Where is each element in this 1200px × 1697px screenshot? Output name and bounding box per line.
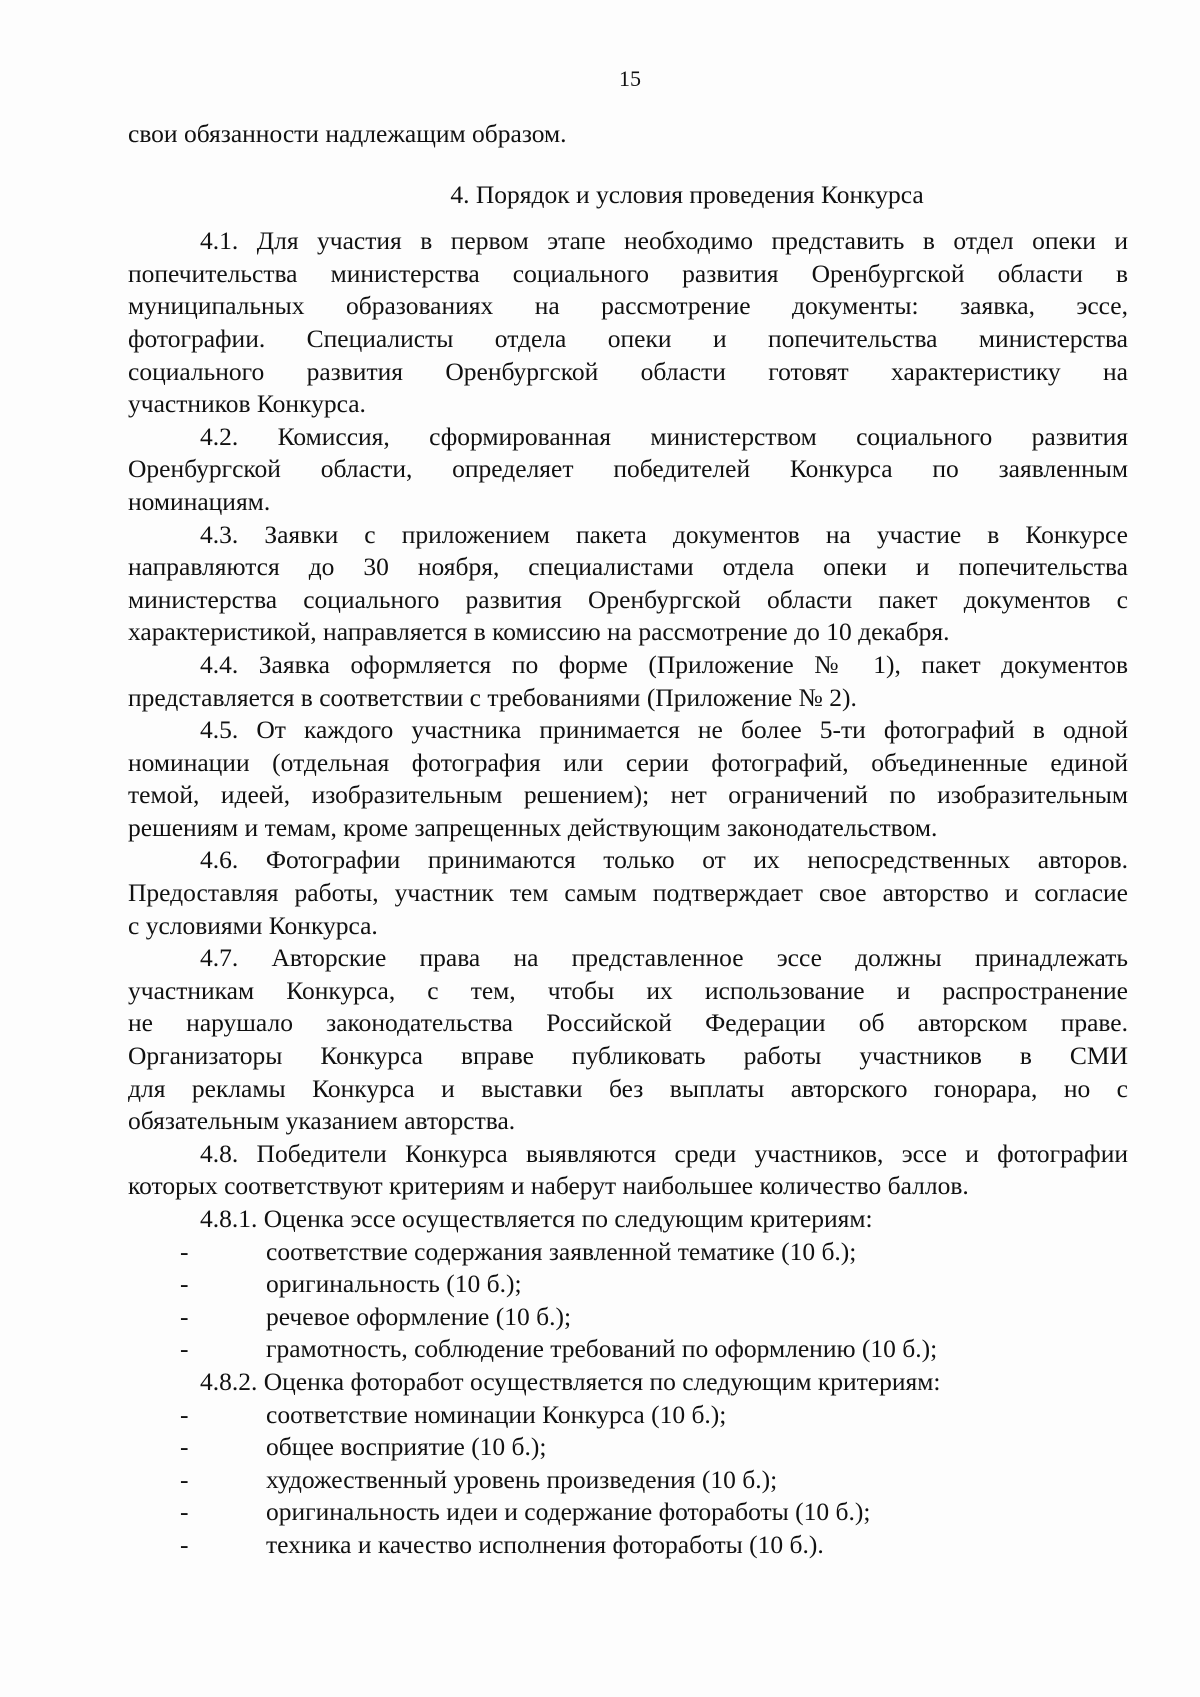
paragraph-line: номинации (отдельная фотография или серии фотографий, объединенные единой [128, 747, 1128, 777]
dash-marker: - [180, 1432, 189, 1462]
list-item [128, 1399, 1128, 1432]
dash-marker: - [180, 1334, 189, 1364]
paragraph-line: характеристикой, направляется в комиссию на рассмотрение до 10 декабря. [128, 617, 950, 647]
essay-criteria [128, 1203, 1128, 1366]
paragraph-line: не нарушало законодательства Российской Федерации об авторском праве. [128, 1008, 1128, 1038]
paragraph-line: 4.8. Победители Конкурса выявляются среди участников, эссе и фотографии [200, 1138, 1128, 1168]
paragraph-line: 4.3. Заявки с приложением пакета документов на участие в Конкурсе [200, 519, 1128, 549]
paragraph-4-1 [128, 225, 1128, 421]
paragraph-line: решениям и темам, кроме запрещенных действующим законодательством. [128, 812, 938, 842]
paragraph-line: Оренбургской области, определяет победителей Конкурса по заявленным [128, 454, 1128, 484]
list-item [128, 1236, 1128, 1269]
paragraph-4-8 [128, 1138, 1128, 1203]
paragraph-line: участникам Конкурса, с тем, чтобы их использование и распространение [128, 975, 1128, 1005]
paragraph-line: представляется в соответствии с требованиями (Приложение № 2). [128, 682, 857, 712]
list-item-text: грамотность, соблюдение требований по оформлению (10 б.); [266, 1334, 938, 1364]
paragraph-4-2 [128, 421, 1128, 519]
paragraph-line: обязательным указанием авторства. [128, 1106, 516, 1136]
paragraph-line: социального развития Оренбургской области готовят характеристику на [128, 356, 1128, 386]
dash-marker: - [180, 1269, 189, 1299]
photo-criteria-heading: 4.8.2. Оценка фоторабот осуществляется по следующим критериям: [200, 1366, 941, 1396]
paragraph-line: темой, идеей, изобразительным решением); нет ограничений по изобразительным [128, 780, 1128, 810]
paragraph-line: 4.2. Комиссия, сформированная министерством социального развития [200, 421, 1128, 451]
paragraph-4-6 [128, 844, 1128, 942]
list-item [128, 1268, 1128, 1301]
paragraph-line: 4.1. Для участия в первом этапе необходимо представить в отдел опеки и [200, 226, 1128, 256]
dash-marker: - [180, 1464, 189, 1494]
list-item [128, 1333, 1128, 1366]
list-item [128, 1464, 1128, 1497]
list-item-text: общее восприятие (10 б.); [266, 1432, 547, 1462]
dash-marker: - [180, 1236, 189, 1266]
paragraph-4-5 [128, 714, 1128, 844]
paragraph-4-4 [128, 649, 1128, 714]
paragraph-line: фотографии. Специалисты отдела опеки и попечительства министерства [128, 323, 1128, 353]
dash-marker: - [180, 1497, 189, 1527]
essay-criteria-heading: 4.8.1. Оценка эссе осуществляется по следующим критериям: [200, 1204, 873, 1233]
section-heading: 4. Порядок и условия проведения Конкурса [450, 179, 924, 209]
paragraph-line: попечительства министерства социального развития Оренбургской области в [128, 258, 1128, 288]
list-item [128, 1529, 1128, 1562]
paragraph-line: 4.4. Заявка оформляется по форме (Приложение № 1), пакет документов [200, 649, 1128, 679]
list-item-text: техника и качество исполнения фотоработы (10 б.). [266, 1529, 824, 1559]
dash-marker: - [180, 1301, 189, 1331]
photo-criteria [128, 1366, 1128, 1562]
paragraph-line: Предоставляя работы, участник тем самым подтверждает свое авторство и согласие [128, 878, 1128, 908]
dash-marker: - [180, 1399, 189, 1429]
paragraph-line: 4.5. От каждого участника принимается не более 5-ти фотографий в одной [200, 715, 1128, 745]
paragraph-line: участников Конкурса. [128, 389, 366, 419]
paragraph-line: номинациям. [128, 486, 271, 516]
list-item-text: художественный уровень произведения (10 б.); [266, 1464, 778, 1494]
list-item [128, 1301, 1128, 1334]
paragraph-line: министерства социального развития Оренбургской области пакет документов с [128, 584, 1128, 614]
paragraph-line: которых соответствуют критериям и наберут наибольшее количество баллов. [128, 1171, 969, 1201]
intro-line: свои обязанности надлежащим образом. [128, 119, 567, 148]
list-item-text: соответствие содержания заявленной тематике (10 б.); [266, 1236, 857, 1266]
list-item-text: оригинальность идеи и содержание фотоработы (10 б.); [266, 1497, 871, 1527]
paragraph-line: Организаторы Конкурса вправе публиковать работы участников в СМИ [128, 1041, 1128, 1071]
paragraph-line: 4.6. Фотографии принимаются только от их непосредственных авторов. [200, 845, 1128, 875]
paragraph-4-3 [128, 519, 1128, 649]
document-body [128, 118, 1128, 1562]
list-item [128, 1431, 1128, 1464]
list-item-text: соответствие номинации Конкурса (10 б.); [266, 1399, 727, 1429]
paragraph-line: 4.7. Авторские права на представленное эссе должны принадлежать [200, 943, 1128, 973]
paragraph-line: муниципальных образованиях на рассмотрение документы: заявка, эссе, [128, 291, 1128, 321]
list-item-text: оригинальность (10 б.); [266, 1269, 522, 1299]
paragraph-line: для рекламы Конкурса и выставки без выплаты авторского гонорара, но с [128, 1073, 1128, 1103]
list-item-text: речевое оформление (10 б.); [266, 1301, 572, 1331]
paragraph-line: с условиями Конкурса. [128, 910, 378, 940]
paragraph-line: направляются до 30 ноября, специалистами отдела опеки и попечительства [128, 552, 1128, 582]
page-number: 15 [619, 66, 641, 91]
paragraph-4-7 [128, 942, 1128, 1138]
dash-marker: - [180, 1529, 189, 1559]
list-item [128, 1496, 1128, 1529]
